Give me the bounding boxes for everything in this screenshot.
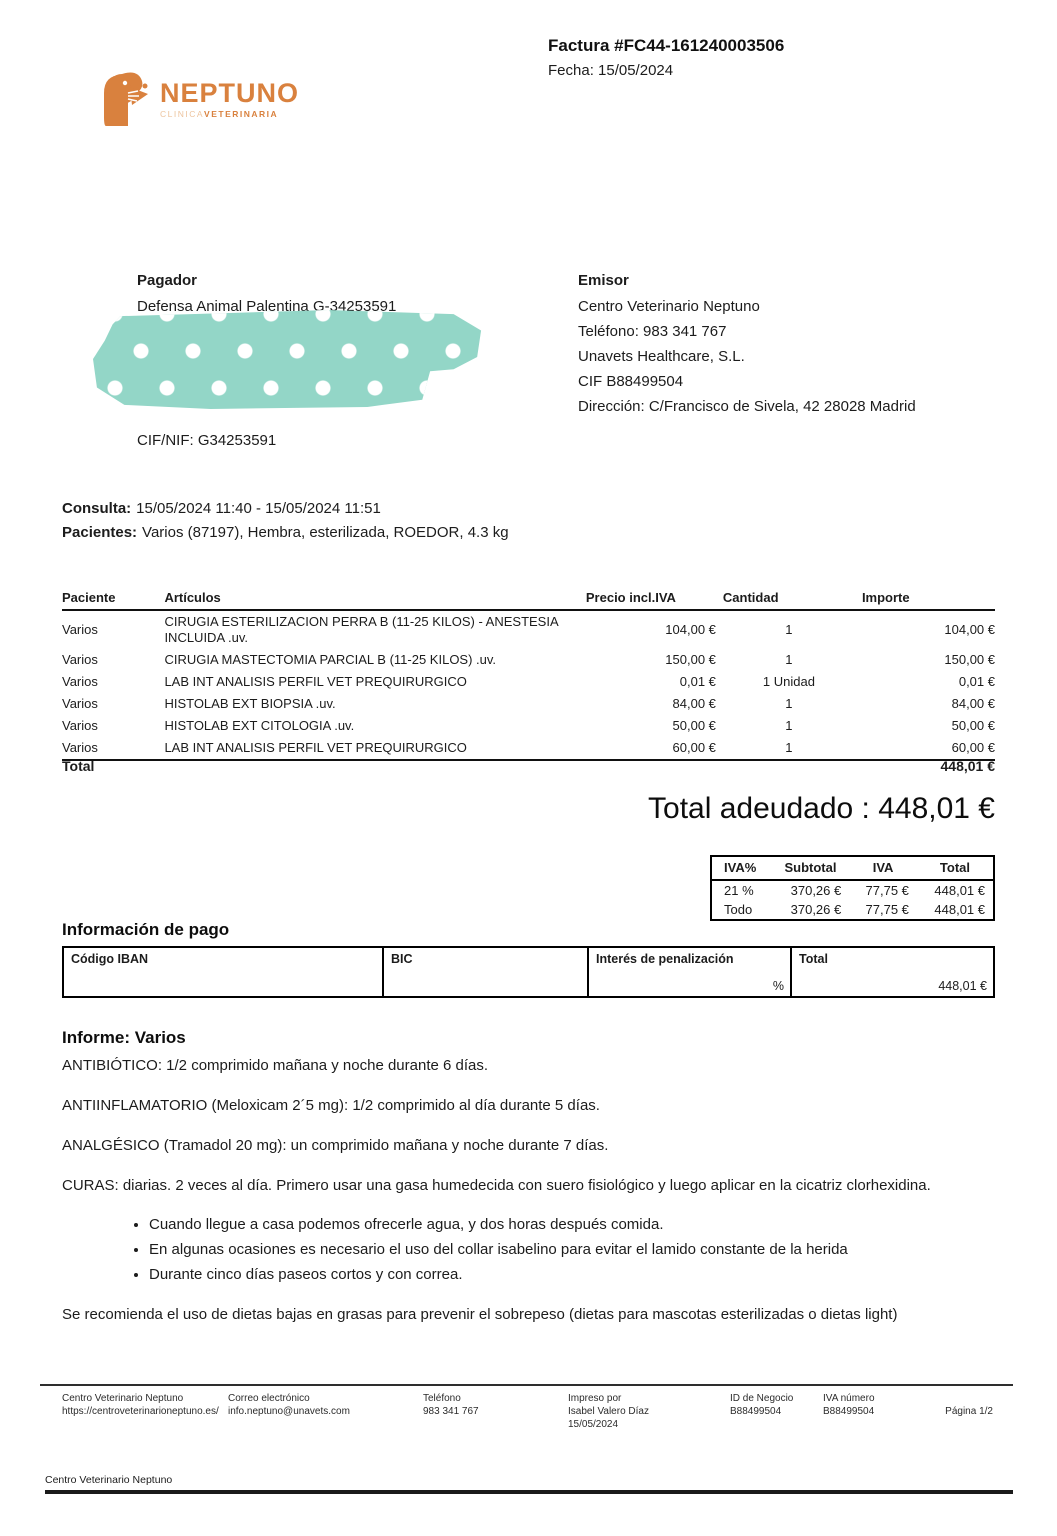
iva-cell: 370,26 €	[790, 902, 842, 917]
report-bullet-list	[62, 1216, 995, 1284]
cell-articulo: LAB INT ANALISIS PERFIL VET PREQUIRURGICO	[164, 674, 467, 689]
cell-precio: 0,01 €	[679, 674, 716, 689]
payment-cell-penalty	[587, 948, 790, 996]
iva-col-header: IVA%	[711, 856, 772, 880]
payer-label: Pagador	[137, 272, 198, 289]
cell-articulo: LAB INT ANALISIS PERFIL VET PREQUIRURGICO	[164, 737, 585, 760]
payment-total-label: Total	[799, 952, 828, 966]
footer-email-label: Correo electrónico	[228, 1393, 310, 1404]
issuer-line: Teléfono: 983 341 767	[578, 323, 727, 340]
cell-paciente: Varios	[62, 718, 98, 733]
cell-cantidad: 1	[785, 622, 793, 637]
cell-cantidad: 1	[785, 696, 793, 711]
footer-business-id-label: ID de Negocio	[730, 1393, 794, 1404]
footer-col-email	[228, 1392, 350, 1418]
footer-business-id-value: B88499504	[730, 1406, 782, 1417]
issuer-line: CIF B88499504	[578, 373, 684, 390]
cell-precio: 60,00 €	[586, 737, 716, 760]
cell-importe: 104,00 €	[944, 622, 995, 637]
items-total-row	[62, 758, 995, 774]
payer-name: Defensa Animal Palentina G-34253591	[137, 298, 397, 315]
cell-precio: 50,00 €	[672, 718, 716, 733]
bottom-clinic-name: Centro Veterinario Neptuno	[45, 1474, 173, 1486]
penalty-percent: %	[772, 979, 784, 993]
issuer-label: Emisor	[578, 272, 629, 289]
footer-vat-label: IVA número	[823, 1393, 875, 1404]
payment-cell-bic	[382, 948, 587, 996]
footer-col-vat	[823, 1392, 875, 1418]
cell-paciente: Varios	[62, 737, 164, 760]
col-header-importe: Importe	[862, 588, 995, 610]
items-header-row	[62, 588, 995, 610]
consulta-label: Consulta:	[62, 500, 132, 517]
iva-cell: 448,01 €	[934, 902, 985, 917]
iva-row	[711, 880, 994, 900]
list-item: • Cuando llegue a casa podemos ofrecerle agua, y dos horas después comida.	[149, 1216, 995, 1234]
footer-website: https://centroveterinarioneptuno.es/	[62, 1406, 219, 1417]
footer-col-phone	[423, 1392, 479, 1418]
payment-table	[62, 946, 995, 998]
footer-col-business-id	[730, 1392, 793, 1418]
cell-importe: 60,00 €	[862, 737, 995, 760]
items-table	[62, 588, 995, 761]
pacientes-value: Varios (87197), Hembra, esterilizada, ROEDOR, 4.3 kg	[142, 524, 509, 541]
invoice-date: Fecha: 15/05/2024	[548, 62, 674, 79]
payment-section-heading: Información de pago	[62, 920, 230, 939]
footer-printed-name: Isabel Valero Díaz	[568, 1406, 649, 1417]
logo-subtitle: CLINICAVETERINARIA	[160, 109, 279, 119]
cell-precio: 150,00 €	[665, 652, 716, 667]
bottom-divider	[45, 1490, 1013, 1494]
cell-paciente: Varios	[62, 696, 98, 711]
penalty-label: Interés de penalización	[596, 952, 734, 966]
iva-header-row	[711, 856, 994, 880]
consulta-value: 15/05/2024 11:40 - 15/05/2024 11:51	[136, 500, 381, 517]
iva-summary-table	[710, 855, 995, 921]
footer-email-value: info.neptuno@unavets.com	[228, 1406, 350, 1417]
iva-cell: 448,01 €	[934, 883, 985, 898]
list-item: • En algunas ocasiones es necesario el uso del collar isabelino para evitar el lamido constante de la herida	[149, 1241, 995, 1259]
cell-paciente: Varios	[62, 652, 98, 667]
col-header-cantidad: Cantidad	[716, 588, 862, 610]
cell-articulo: HISTOLAB EXT BIOPSIA .uv.	[164, 696, 336, 711]
cell-importe: 150,00 €	[944, 652, 995, 667]
clinic-logo	[98, 66, 299, 133]
footer-col-printed-by	[568, 1392, 649, 1431]
iva-col-header: Total	[917, 856, 994, 880]
pacientes-line	[62, 524, 509, 541]
footer-vat-value: B88499504	[823, 1406, 875, 1417]
iva-cell: 77,75 €	[865, 883, 909, 898]
consulta-line	[62, 500, 381, 517]
footer-divider	[40, 1384, 1013, 1386]
report-paragraph: ANTIINFLAMATORIO (Meloxicam 2´5 mg): 1/2 comprimido al día durante 5 días.	[62, 1097, 600, 1114]
issuer-line: Centro Veterinario Neptuno	[578, 298, 760, 315]
cell-importe: 50,00 €	[951, 718, 995, 733]
table-row	[62, 649, 995, 671]
cell-articulo: CIRUGIA MASTECTOMIA PARCIAL B (11-25 KILOS) .uv.	[164, 652, 497, 667]
invoice-number-title: Factura #FC44-161240003506	[548, 36, 785, 55]
issuer-line: Unavets Healthcare, S.L.	[578, 348, 745, 365]
page-number: Página 1/2	[945, 1406, 993, 1417]
issuer-details	[578, 294, 916, 419]
col-header-articulos: Artículos	[164, 588, 585, 610]
table-row	[62, 737, 995, 760]
pacientes-label: Pacientes:	[62, 524, 138, 541]
payment-total-value: 448,01 €	[938, 979, 987, 993]
table-row	[62, 693, 995, 715]
iva-cell: Todo	[724, 902, 753, 917]
table-row	[62, 610, 995, 649]
list-item: • Durante cinco días paseos cortos y con correa.	[149, 1266, 995, 1284]
report-paragraph: CURAS: diarias. 2 veces al día. Primero usar una gasa humedecida con suero fisiológico y luego aplicar en la cicatriz clorhexidina.	[62, 1177, 931, 1194]
report-section	[62, 1028, 995, 1345]
cell-articulo: HISTOLAB EXT CITOLOGIA .uv.	[164, 718, 355, 733]
payer-cif: CIF/NIF: G34253591	[137, 432, 277, 449]
total-due: Total adeudado : 448,01 €	[648, 792, 995, 825]
redaction-scribble	[93, 308, 485, 410]
report-paragraph: ANALGÉSICO (Tramadol 20 mg): un comprimido mañana y noche durante 7 días.	[62, 1137, 609, 1154]
report-paragraph: ANTIBIÓTICO: 1/2 comprimido mañana y noche durante 6 días.	[62, 1057, 489, 1074]
iva-col-header: Subtotal	[772, 856, 850, 880]
cell-cantidad: 1 Unidad	[762, 674, 815, 689]
footer-printed-date: 15/05/2024	[568, 1419, 619, 1430]
iva-row	[711, 900, 994, 920]
col-header-precio: Precio incl.IVA	[586, 588, 716, 610]
iva-cell: 77,75 €	[865, 902, 909, 917]
cell-importe: 84,00 €	[951, 696, 995, 711]
footer-col-clinic	[62, 1392, 219, 1418]
iva-cell: 370,26 €	[790, 883, 842, 898]
cell-paciente: Varios	[62, 622, 98, 637]
neptuno-dog-icon	[98, 66, 152, 133]
cell-precio: 84,00 €	[672, 696, 716, 711]
cell-cantidad: 1	[785, 652, 793, 667]
cell-articulo: CIRUGIA ESTERILIZACION PERRA B (11-25 KILOS) - ANESTESIA INCLUIDA .uv.	[164, 614, 558, 645]
payment-cell-iban	[64, 948, 382, 996]
table-row	[62, 671, 995, 693]
cell-cantidad: 1	[716, 737, 862, 760]
iva-col-header: IVA	[849, 856, 917, 880]
cell-paciente: Varios	[62, 674, 98, 689]
footer-clinic-name: Centro Veterinario Neptuno	[62, 1393, 184, 1404]
footer-printed-label: Impreso por	[568, 1393, 622, 1404]
logo-brand-text: NEPTUNO	[160, 78, 300, 108]
cell-precio: 104,00 €	[665, 622, 716, 637]
report-closing: Se recomienda el uso de dietas bajas en grasas para prevenir el sobrepeso (dietas para mascotas esterilizadas o dietas light)	[62, 1306, 898, 1323]
cell-cantidad: 1	[785, 718, 793, 733]
table-row	[62, 715, 995, 737]
col-header-paciente: Paciente	[62, 588, 164, 610]
report-heading: Informe: Varios	[62, 1028, 186, 1047]
cell-importe: 0,01 €	[958, 674, 995, 689]
footer-phone-value: 983 341 767	[423, 1406, 479, 1417]
iban-label: Código IBAN	[71, 952, 149, 966]
payment-cell-total	[790, 948, 993, 996]
footer-phone-label: Teléfono	[423, 1393, 461, 1404]
iva-cell: 21 %	[724, 883, 754, 898]
items-total-value: 448,01 €	[940, 758, 995, 774]
bic-label: BIC	[391, 952, 413, 966]
issuer-line: Dirección: C/Francisco de Sivela, 42 28028 Madrid	[578, 398, 916, 415]
items-total-label: Total	[62, 758, 95, 774]
